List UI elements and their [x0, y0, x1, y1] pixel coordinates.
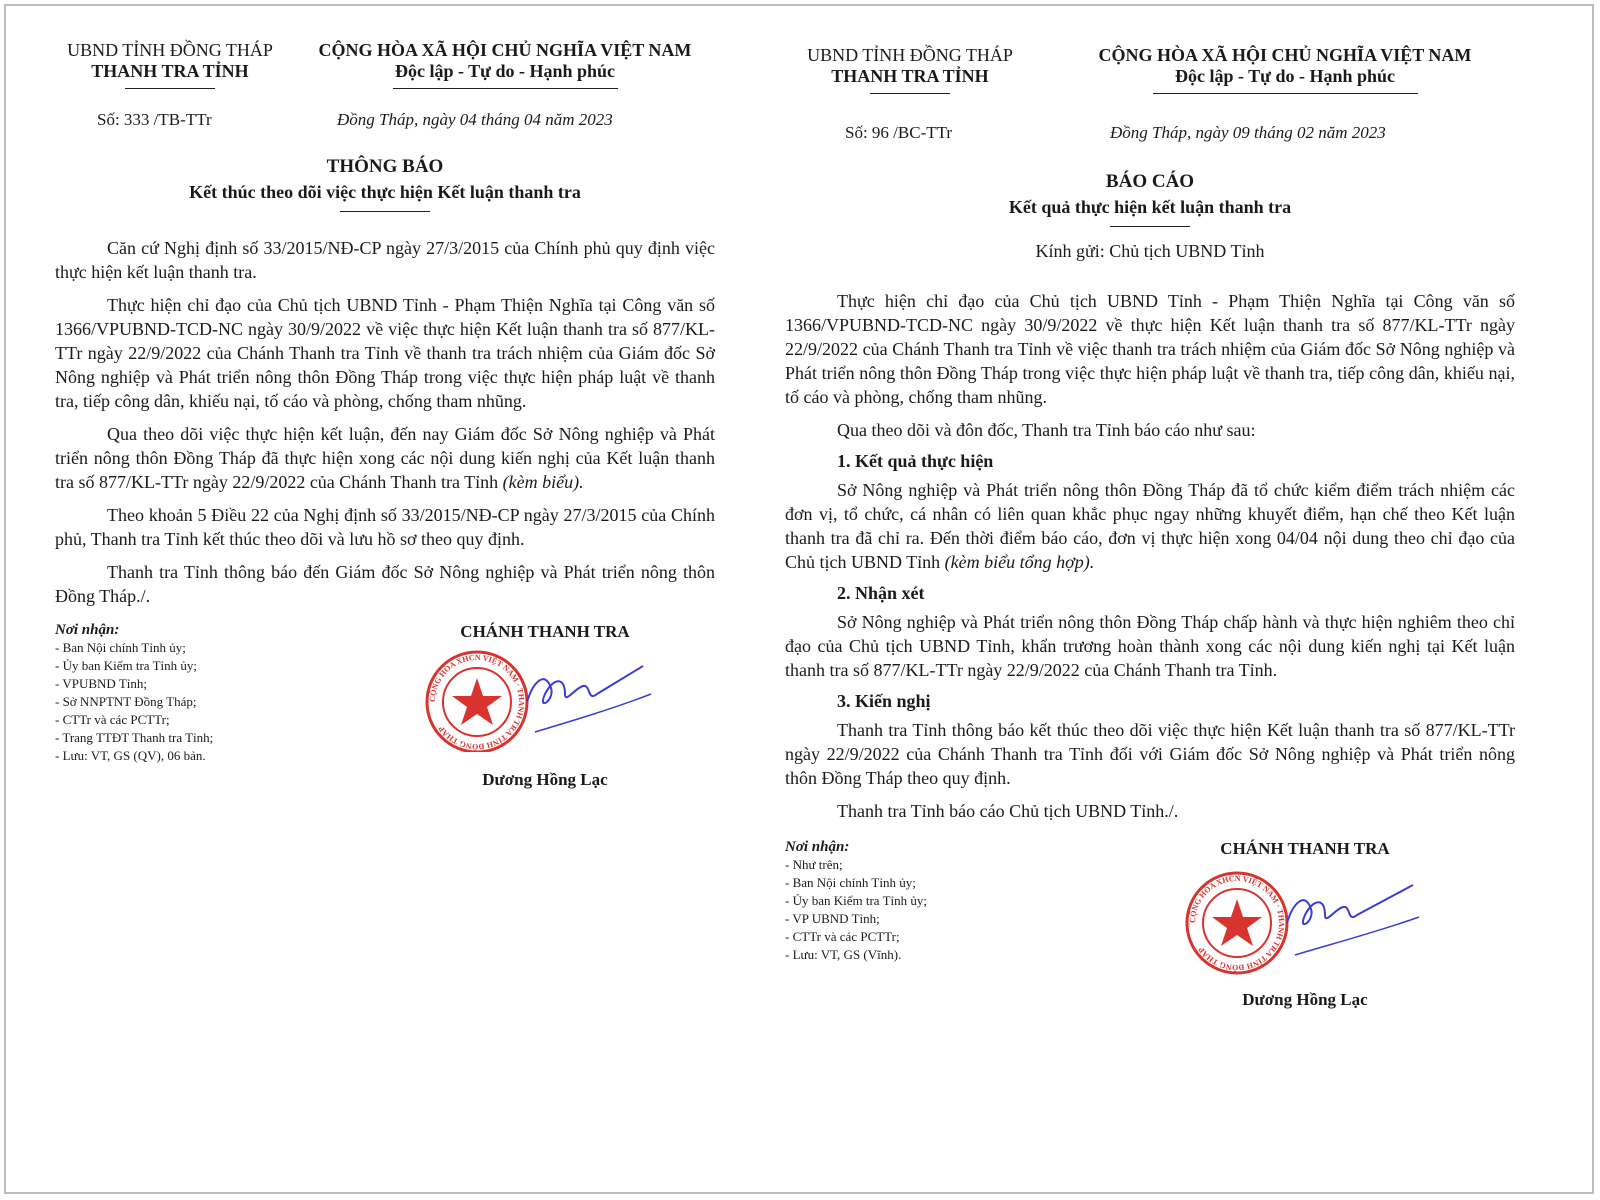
- document-body: [55, 236, 715, 608]
- seal-and-signature: [1185, 859, 1425, 974]
- agency-parent: UBND TỈNH ĐỒNG THÁP: [807, 45, 1013, 65]
- recipient-item: - Như trên;: [785, 857, 843, 872]
- nation-motto: Độc lập - Tự do - Hạnh phúc: [1174, 66, 1396, 86]
- agency-underline: [125, 88, 215, 89]
- seal-and-signature: [425, 642, 665, 752]
- document-number: Số: 96 /BC-TTr: [845, 123, 953, 142]
- document-header: [785, 45, 1515, 185]
- recipients-block: [785, 839, 1115, 964]
- issuing-agency: [55, 40, 285, 89]
- national-motto: [305, 40, 705, 89]
- recipient-item: - Ủy ban Kiểm tra Tỉnh ủy;: [55, 658, 198, 673]
- document-footer: [785, 839, 1515, 1049]
- agency-name: THANH TRA TỈNH: [831, 66, 989, 86]
- seal-text: CỘNG HÒA XHCN VIỆT NAM · THANH TRA TỈNH ĐỒNG THÁP: [1187, 873, 1287, 973]
- issuing-agency: [785, 45, 1035, 94]
- nation-motto: Độc lập - Tự do - Hạnh phúc: [394, 61, 616, 81]
- paragraph: Thanh tra Tỉnh thông báo đến Giám đốc Sở Nông nghiệp và Phát triển nông thôn Đồng Tháp./.: [55, 562, 715, 606]
- title-underline: [1110, 226, 1190, 227]
- document-footer: [55, 622, 715, 802]
- section-heading: 1. Kết quả thực hiện: [837, 451, 994, 471]
- official-seal-icon: [415, 642, 665, 752]
- national-motto: [1075, 45, 1495, 94]
- recipient-item: - Lưu: VT, GS (Vĩnh).: [785, 947, 902, 962]
- document-date: Đồng Tháp, ngày 09 tháng 02 năm 2023: [1110, 123, 1386, 142]
- nation-name: CỘNG HÒA XÃ HỘI CHỦ NGHĨA VIỆT NAM: [318, 40, 692, 60]
- recipients-title: Nơi nhận:: [785, 839, 850, 855]
- paragraph: [785, 478, 1515, 574]
- paragraph: Căn cứ Nghị định số 33/2015/NĐ-CP ngày 27/3/2015 của Chính phủ quy định việc thực hiện kết luận thanh tra.: [55, 238, 715, 282]
- paragraph-note: (kèm biểu tổng hợp).: [944, 552, 1095, 572]
- section-heading: 2. Nhận xét: [837, 583, 925, 603]
- recipient-item: - VPUBND Tỉnh;: [55, 676, 147, 691]
- addressee: Kính gửi: Chủ tịch UBND Tỉnh: [1035, 241, 1265, 261]
- paragraph: [55, 422, 715, 494]
- title-underline: [340, 211, 430, 212]
- paragraph: Sở Nông nghiệp và Phát triển nông thôn Đồng Tháp chấp hành và thực hiện nghiêm theo chỉ đạo của Chủ tịch UBND Tỉnh, khẩn trương hoàn thành xong các nội dung kiến nghị tại Kết luận thanh tra số 877/KL-TTr ngày 22/9/2022 của Chánh Thanh tra Tỉnh.: [785, 612, 1515, 680]
- document-subtitle: Kết thúc theo dõi việc thực hiện Kết luận thanh tra: [189, 182, 581, 202]
- recipient-item: - Ban Nội chính Tỉnh ủy;: [785, 875, 916, 890]
- recipient-item: - Trang TTĐT Thanh tra Tỉnh;: [55, 730, 214, 745]
- section-heading: 3. Kiến nghị: [837, 691, 931, 711]
- recipient-item: - CTTr và các PCTTr;: [55, 712, 170, 727]
- document-title: BÁO CÁO: [1105, 171, 1195, 192]
- signature-block: [425, 622, 665, 790]
- recipients-title: Nơi nhận:: [55, 622, 120, 638]
- paragraph: Thanh tra Tỉnh báo cáo Chủ tịch UBND Tỉnh./.: [837, 801, 1179, 821]
- document-header: [55, 40, 715, 180]
- report-document: [785, 45, 1515, 1049]
- recipients-block: [55, 622, 385, 765]
- paragraph: Thanh tra Tỉnh thông báo kết thúc theo dõi việc thực hiện Kết luận thanh tra số 877/KL-TTr ngày 22/9/2022 của Chánh Thanh tra Tỉnh đối với Giám đốc Sở Nông nghiệp và Phát triển nông thôn Đồng Tháp theo quy định.: [785, 720, 1515, 788]
- agency-parent: UBND TỈNH ĐỒNG THÁP: [67, 40, 273, 60]
- paragraph-note: (kèm biểu).: [502, 472, 584, 492]
- notice-document: [55, 40, 715, 802]
- document-title: THÔNG BÁO: [326, 156, 444, 177]
- recipient-item: - CTTr và các PCTTr;: [785, 929, 900, 944]
- official-seal-icon: [1175, 863, 1435, 978]
- signer-name: Dương Hồng Lạc: [1242, 990, 1368, 1009]
- signer-title: CHÁNH THANH TRA: [460, 622, 630, 641]
- paragraph-text: Sở Nông nghiệp và Phát triển nông thôn Đồng Tháp đã tổ chức kiểm điểm trách nhiệm các đơn vị, tổ chức, cá nhân có liên quan khắc phục ngay những khuyết điểm, hạn chế theo Kết luận thanh tra đã chỉ ra. Đến thời điểm báo cáo, đơn vị thực hiện xong 04/04 nội dung theo chỉ đạo của Chủ tịch UBND Tỉnh: [785, 480, 1515, 572]
- nation-name: CỘNG HÒA XÃ HỘI CHỦ NGHĨA VIỆT NAM: [1098, 45, 1472, 65]
- recipient-item: - Ủy ban Kiểm tra Tỉnh ủy;: [785, 893, 928, 908]
- paragraph-text: Qua theo dõi việc thực hiện kết luận, đến nay Giám đốc Sở Nông nghiệp và Phát triển nông thôn Đồng Tháp đã thực hiện xong các nội dung kiến nghị của Kết luận thanh tra số 877/KL-TTr ngày 22/9/2022 của Chánh Thanh tra Tỉnh: [55, 424, 715, 492]
- paragraph: Thực hiện chỉ đạo của Chủ tịch UBND Tỉnh - Phạm Thiện Nghĩa tại Công văn số 1366/VPUBND-TCD-NC ngày 30/9/2022 về việc thực hiện Kết luận thanh tra số 877/KL-TTr ngày 22/9/2022 của Chánh Thanh tra Tỉnh về thanh tra trách nhiệm của Giám đốc Sở Nông nghiệp và Phát triển nông thôn Đồng Tháp trong việc thực hiện pháp luật về thanh tra, tiếp công dân, khiếu nại, tố cáo và phòng, chống tham nhũng.: [55, 295, 715, 411]
- paragraph: Qua theo dõi và đôn đốc, Thanh tra Tỉnh báo cáo như sau:: [837, 420, 1256, 440]
- paragraph: Theo khoản 5 Điều 22 của Nghị định số 33/2015/NĐ-CP ngày 27/3/2015 của Chính phủ, Thanh tra Tỉnh kết thúc theo dõi và lưu hồ sơ theo quy định.: [55, 505, 715, 549]
- motto-underline: [1153, 93, 1418, 94]
- recipient-item: - Lưu: VT, GS (QV), 06 bản.: [55, 748, 206, 763]
- recipient-item: - Sở NNPTNT Đồng Tháp;: [55, 694, 197, 709]
- motto-underline: [393, 88, 618, 89]
- signer-name: Dương Hồng Lạc: [482, 770, 608, 789]
- signature-block: [1185, 839, 1425, 1010]
- signer-title: CHÁNH THANH TRA: [1220, 839, 1390, 858]
- document-subtitle: Kết quả thực hiện kết luận thanh tra: [1008, 197, 1292, 217]
- agency-name: THANH TRA TỈNH: [91, 61, 249, 81]
- document-body: [785, 239, 1515, 823]
- agency-underline: [870, 93, 950, 94]
- paragraph: Thực hiện chỉ đạo của Chủ tịch UBND Tỉnh - Phạm Thiện Nghĩa tại Công văn số 1366/VPUBND-TCD-NC ngày 30/9/2022 về thực hiện Kết luận thanh tra số 877/KL-TTr ngày 22/9/2022 của Chánh Thanh tra Tỉnh về việc thanh tra trách nhiệm của Giám đốc Sở Nông nghiệp và Phát triển nông thôn Đồng Tháp trong việc thực hiện pháp luật về thanh tra, tiếp công dân, khiếu nại, tố cáo và phòng, chống tham nhũng.: [785, 291, 1515, 407]
- recipient-item: - VP UBND Tỉnh;: [785, 911, 880, 926]
- document-date: Đồng Tháp, ngày 04 tháng 04 năm 2023: [337, 110, 613, 129]
- seal-text: CỘNG HÒA XHCN VIỆT NAM · THANH TRA TỈNH ĐỒNG THÁP: [427, 652, 527, 752]
- recipient-item: - Ban Nội chính Tỉnh ủy;: [55, 640, 186, 655]
- document-number: Số: 333 /TB-TTr: [97, 110, 212, 129]
